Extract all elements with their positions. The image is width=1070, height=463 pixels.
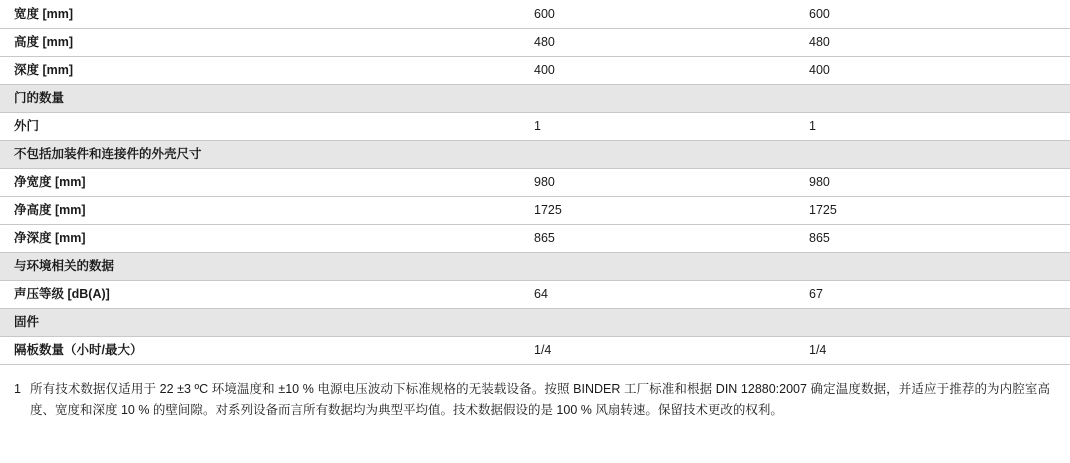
row-value-col1: 400	[520, 56, 795, 84]
row-value-col1	[520, 252, 795, 280]
row-value-col2: 980	[795, 168, 1070, 196]
table-row	[0, 56, 1070, 84]
row-value-col2: 400	[795, 56, 1070, 84]
footnote	[0, 365, 1070, 423]
row-label: 净高度 [mm]	[0, 196, 520, 224]
section-label: 门的数量	[0, 84, 520, 112]
row-value-col2	[795, 252, 1070, 280]
row-label: 净宽度 [mm]	[0, 168, 520, 196]
table-row	[0, 0, 1070, 28]
row-value-col2: 480	[795, 28, 1070, 56]
table-section-row	[0, 84, 1070, 112]
table-row	[0, 112, 1070, 140]
row-value-col2: 1	[795, 112, 1070, 140]
row-value-col1: 980	[520, 168, 795, 196]
section-label: 固件	[0, 308, 520, 336]
row-value-col2	[795, 308, 1070, 336]
row-value-col2: 1725	[795, 196, 1070, 224]
row-value-col2: 865	[795, 224, 1070, 252]
row-label: 净深度 [mm]	[0, 224, 520, 252]
table-row	[0, 280, 1070, 308]
table-row	[0, 224, 1070, 252]
table-section-row	[0, 308, 1070, 336]
row-value-col2: 600	[795, 0, 1070, 28]
row-value-col2	[795, 84, 1070, 112]
table-section-row	[0, 252, 1070, 280]
row-value-col1	[520, 308, 795, 336]
row-value-col1: 600	[520, 0, 795, 28]
row-label: 隔板数量（小时/最大）	[0, 336, 520, 364]
row-label: 高度 [mm]	[0, 28, 520, 56]
row-value-col2	[795, 140, 1070, 168]
row-value-col2: 67	[795, 280, 1070, 308]
row-value-col2: 1/4	[795, 336, 1070, 364]
table-section-row	[0, 140, 1070, 168]
row-value-col1: 1/4	[520, 336, 795, 364]
row-label: 深度 [mm]	[0, 56, 520, 84]
footnote-text: 所有技术数据仅适用于 22 ±3 ºC 环境温度和 ±10 % 电源电压波动下标准规格的无装载设备。按照 BINDER 工厂标准和根据 DIN 12880:2007 确定温度数据，并适应于推荐的为内腔室高度、宽度和深度 10 % 的壁间隙。对系列设备而言所有数据均为典型平均值。技术数据假设的是 100 % 风扇转速。保留技术更改的权利。	[30, 381, 1050, 418]
section-label: 不包括加装件和连接件的外壳尺寸	[0, 140, 520, 168]
row-value-col1: 64	[520, 280, 795, 308]
section-label: 与环境相关的数据	[0, 252, 520, 280]
row-value-col1: 1725	[520, 196, 795, 224]
table-row	[0, 196, 1070, 224]
table-row	[0, 336, 1070, 364]
row-label: 外门	[0, 112, 520, 140]
table-row	[0, 168, 1070, 196]
row-value-col1	[520, 84, 795, 112]
row-label: 声压等级 [dB(A)]	[0, 280, 520, 308]
table-row	[0, 28, 1070, 56]
row-label: 宽度 [mm]	[0, 0, 520, 28]
footnote-marker: 1	[14, 381, 21, 396]
row-value-col1: 865	[520, 224, 795, 252]
row-value-col1: 1	[520, 112, 795, 140]
row-value-col1: 480	[520, 28, 795, 56]
row-value-col1	[520, 140, 795, 168]
